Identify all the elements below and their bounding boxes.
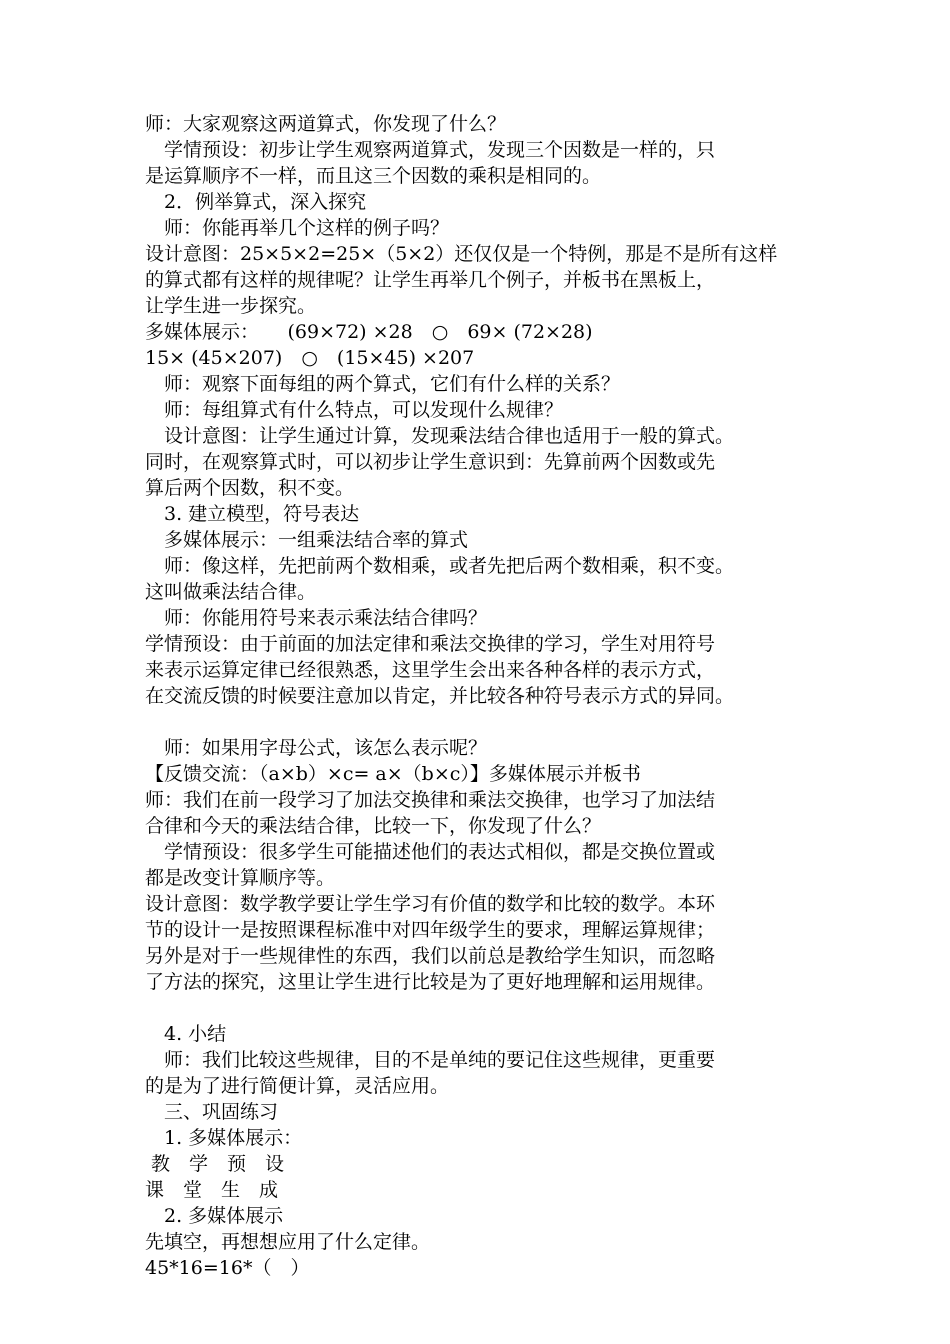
text-line: 在交流反馈的时候要注意加以肯定，并比较各种符号表示方式的异同。 (145, 685, 735, 707)
text-line: 师：大家观察这两道算式，你发现了什么？ (145, 113, 507, 135)
table-cell-text: 课 堂 生 成 (145, 1179, 279, 1201)
text-line: 都是改变计算顺序等。 (145, 867, 336, 889)
blank-line (145, 995, 825, 1021)
text-line: 设计意图：25×5×2=25×（5×2）还仅仅是一个特例，那是不是所有这样 (145, 243, 778, 265)
text-line: 师：像这样，先把前两个数相乘，或者先把后两个数相乘，积不变。 (145, 555, 735, 577)
text-line: 设计意图：让学生通过计算，发现乘法结合律也适用于一般的算式。 (145, 425, 735, 447)
section-heading: 3. 建立模型，符号表达 (145, 503, 360, 525)
text-line: 师：我们比较这些规律，目的不是单纯的要记住这些规律，更重要 (145, 1049, 716, 1071)
section-heading: 三、巩固练习 (145, 1101, 279, 1123)
text-line: 同时，在观察算式时，可以初步让学生意识到：先算前两个因数或先 (145, 451, 716, 473)
text-line: 师：观察下面每组的两个算式，它们有什么样的关系？ (145, 373, 621, 395)
text-line: 的算式都有这样的规律呢？让学生再举几个例子，并板书在黑板上， (145, 269, 716, 291)
document-page (145, 111, 825, 1281)
section-heading: 4. 小结 (145, 1023, 227, 1045)
section-heading: 2．例举算式，深入探究 (145, 191, 367, 213)
text-line: 这叫做乘法结合律。 (145, 581, 317, 603)
text-line: 师：如果用字母公式，该怎么表示呢？ (145, 737, 488, 759)
text-line: 是运算顺序不一样，而且这三个因数的乘积是相同的。 (145, 165, 602, 187)
text-line: 算后两个因数，积不变。 (145, 477, 355, 499)
text-line: 1. 多媒体展示： (145, 1127, 303, 1149)
text-line: 师：你能用符号来表示乘法结合律吗？ (145, 607, 488, 629)
table-cell-text: 教 学 预 设 (145, 1153, 285, 1175)
text-line: 学情预设：由于前面的加法定律和乘法交换律的学习，学生对用符号 (145, 633, 716, 655)
text-line: 先填空，再想想应用了什么定律。 (145, 1231, 431, 1253)
text-line: 来表示运算定律已经很熟悉，这里学生会出来各种各样的表示方式， (145, 659, 716, 681)
formula-line: 【反馈交流：（a×b）×c= a×（b×c）】多媒体展示并板书 (145, 763, 641, 785)
text-line: 设计意图：数学教学要让学生学习有价值的数学和比较的数学。本环 (145, 893, 716, 915)
formula-line: 多媒体展示： (69×72) ×28 ○ 69× (72×28) (145, 321, 593, 343)
text-line: 让学生进一步探究。 (145, 295, 317, 317)
formula-line: 15× (45×207) ○ (15×45) ×207 (145, 347, 475, 369)
text-line: 另外是对于一些规律性的东西，我们以前总是教给学生知识，而忽略 (145, 945, 716, 967)
text-line: 了方法的探究，这里让学生进行比较是为了更好地理解和运用规律。 (145, 971, 716, 993)
text-line: 师：你能再举几个这样的例子吗？ (145, 217, 450, 239)
text-line: 学情预设：初步让学生观察两道算式，发现三个因数是一样的，只 (145, 139, 716, 161)
blank-line (145, 709, 825, 735)
text-line: 节的设计一是按照课程标准中对四年级学生的要求，理解运算规律； (145, 919, 716, 941)
text-line: 2. 多媒体展示 (145, 1205, 284, 1227)
text-line: 师：我们在前一段学习了加法交换律和乘法交换律，也学习了加法结 (145, 789, 716, 811)
formula-line: 45*16=16*（ ） (145, 1257, 310, 1279)
text-line: 多媒体展示：一组乘法结合率的算式 (145, 529, 469, 551)
text-line: 学情预设：很多学生可能描述他们的表达式相似，都是交换位置或 (145, 841, 716, 863)
text-line: 师：每组算式有什么特点，可以发现什么规律？ (145, 399, 564, 421)
text-line: 的是为了进行简便计算，灵活应用。 (145, 1075, 450, 1097)
text-line: 合律和今天的乘法结合律，比较一下，你发现了什么？ (145, 815, 602, 837)
